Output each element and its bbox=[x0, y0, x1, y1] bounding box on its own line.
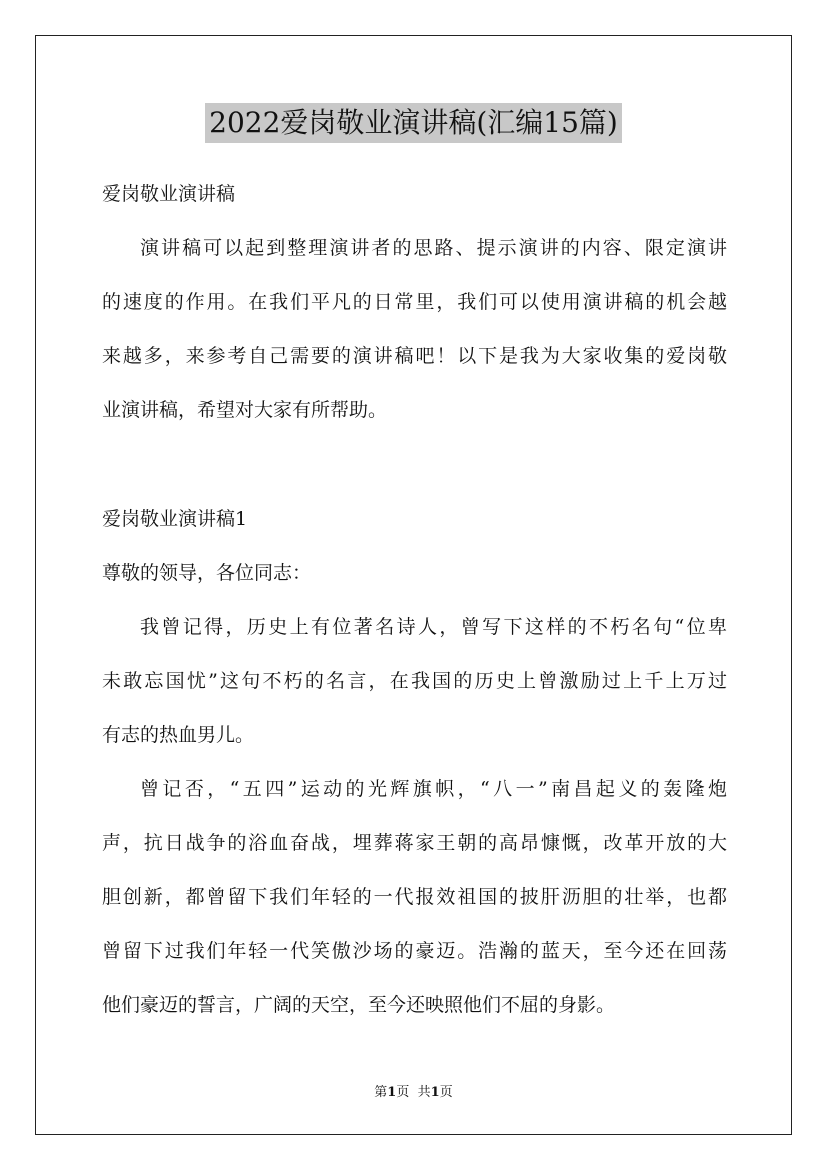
greeting: 尊敬的领导，各位同志： bbox=[102, 562, 312, 584]
para2-line-2: 声，抗日战争的浴血奋战，埋葬蒋家王朝的高昂慷慨，改革开放的大 bbox=[102, 832, 727, 854]
footer-total-number: 1 bbox=[430, 1085, 440, 1100]
para2-line-3: 胆创新，都曾留下我们年轻的一代报效祖国的披肝沥胆的壮举，也都 bbox=[102, 886, 727, 908]
intro-line-2: 的速度的作用。在我们平凡的日常里，我们可以使用演讲稿的机会越 bbox=[102, 291, 727, 313]
main-heading: 爱岗敬业演讲稿 bbox=[102, 183, 236, 205]
footer-page-prefix: 第 bbox=[374, 1085, 388, 1100]
page-footer bbox=[0, 1084, 827, 1102]
footer-total-suffix: 页 bbox=[439, 1085, 453, 1100]
intro-line-3: 来越多，来参考自己需要的演讲稿吧！以下是我为大家收集的爱岗敬 bbox=[102, 345, 727, 367]
intro-line-1: 演讲稿可以起到整理演讲者的思路、提示演讲的内容、限定演讲 bbox=[140, 237, 727, 259]
footer-page-suffix: 页 bbox=[396, 1085, 410, 1100]
footer-total-prefix: 共 bbox=[417, 1085, 431, 1100]
para1-line-2: 未敢忘国忧”这句不朽的名言，在我国的历史上曾激励过上千上万过 bbox=[102, 670, 727, 692]
document-title: 2022爱岗敬业演讲稿(汇编15篇) bbox=[205, 103, 622, 143]
para1-line-1: 我曾记得，历史上有位著名诗人，曾写下这样的不朽名句“位卑 bbox=[140, 616, 727, 638]
section-heading: 爱岗敬业演讲稿1 bbox=[102, 508, 248, 530]
footer-page-number: 1 bbox=[387, 1085, 397, 1100]
para2-line-1: 曾记否，“五四”运动的光辉旗帜，“八一”南昌起义的轰隆炮 bbox=[140, 778, 727, 800]
para2-line-4: 曾留下过我们年轻一代笑傲沙场的豪迈。浩瀚的蓝天，至今还在回荡 bbox=[102, 940, 727, 962]
title-wrap bbox=[0, 103, 827, 143]
intro-line-4: 业演讲稿，希望对大家有所帮助。 bbox=[102, 399, 388, 421]
para1-line-3: 有志的热血男儿。 bbox=[102, 724, 255, 746]
para2-line-5: 他们豪迈的誓言，广阔的天空，至今还映照他们不屈的身影。 bbox=[102, 994, 616, 1016]
